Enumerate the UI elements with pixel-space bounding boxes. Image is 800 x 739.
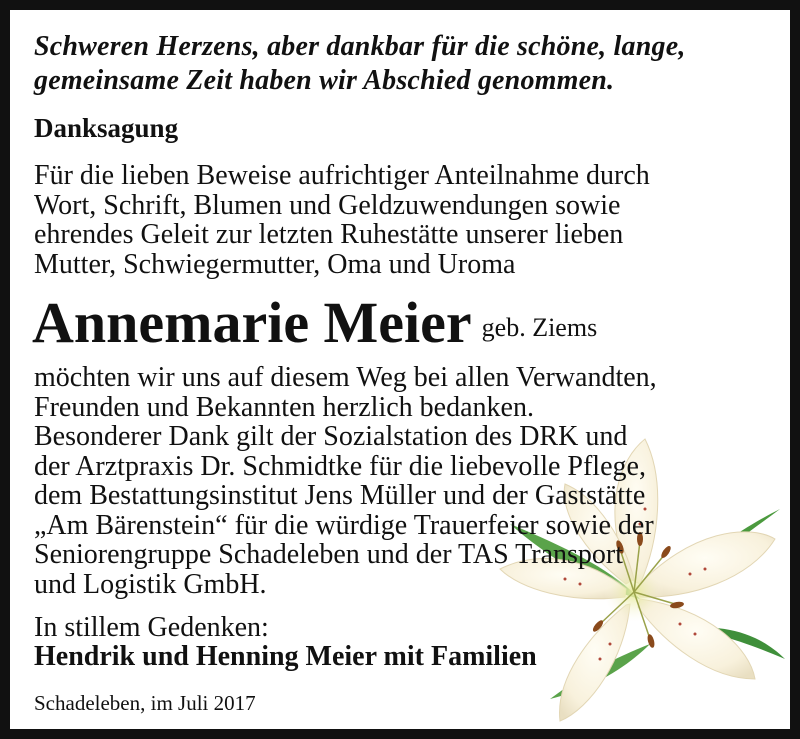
deceased-name-line	[32, 291, 597, 355]
paragraph-line: Für die lieben Beweise aufrichtiger Anteilnahme durch	[34, 160, 650, 191]
paragraph-line: Freunden und Bekannten herzlich bedanken.	[34, 391, 534, 423]
intro-line: Schweren Herzens, aber dankbar für die schöne, lange,	[34, 31, 686, 62]
deceased-name: Annemarie Meier	[32, 290, 472, 355]
maiden-name: geb. Ziems	[481, 313, 598, 342]
paragraph-line: und Logistik GmbH.	[34, 568, 267, 600]
place-date: Schadeleben, im Juli 2017	[34, 691, 256, 715]
gratitude-paragraph	[34, 363, 657, 599]
paragraph-line: Seniorengruppe Schadeleben und der TAS Transport	[34, 539, 624, 570]
paragraph-line: ehrendes Geleit zur letzten Ruhestätte unserer lieben	[34, 219, 624, 250]
intro-line: gemeinsame Zeit haben wir Abschied genommen.	[34, 65, 615, 96]
paragraph-line: dem Bestattungsinstitut Jens Müller und der Gaststätte	[34, 480, 646, 511]
intro-text	[34, 30, 686, 98]
remembrance-line: In stillem Gedenken:	[34, 612, 269, 643]
paragraph-line: Mutter, Schwiegermutter, Oma und Uroma	[34, 248, 516, 280]
paragraph-line: „Am Bärenstein“ für die würdige Trauerfeier sowie der	[34, 509, 654, 541]
paragraph-line: Wort, Schrift, Blumen und Geldzuwendungen sowie	[34, 189, 621, 221]
heading-danksagung: Danksagung	[34, 113, 179, 143]
paragraph-line: Besonderer Dank gilt der Sozialstation des DRK und	[34, 421, 628, 452]
paragraph-line: möchten wir uns auf diesem Weg bei allen Verwandten,	[34, 362, 657, 393]
signers-line: Hendrik und Henning Meier mit Familien	[34, 641, 537, 672]
closing-block	[34, 613, 537, 671]
thanks-paragraph	[34, 161, 650, 279]
paragraph-line: der Arztpraxis Dr. Schmidtke für die liebevolle Pflege,	[34, 450, 646, 482]
